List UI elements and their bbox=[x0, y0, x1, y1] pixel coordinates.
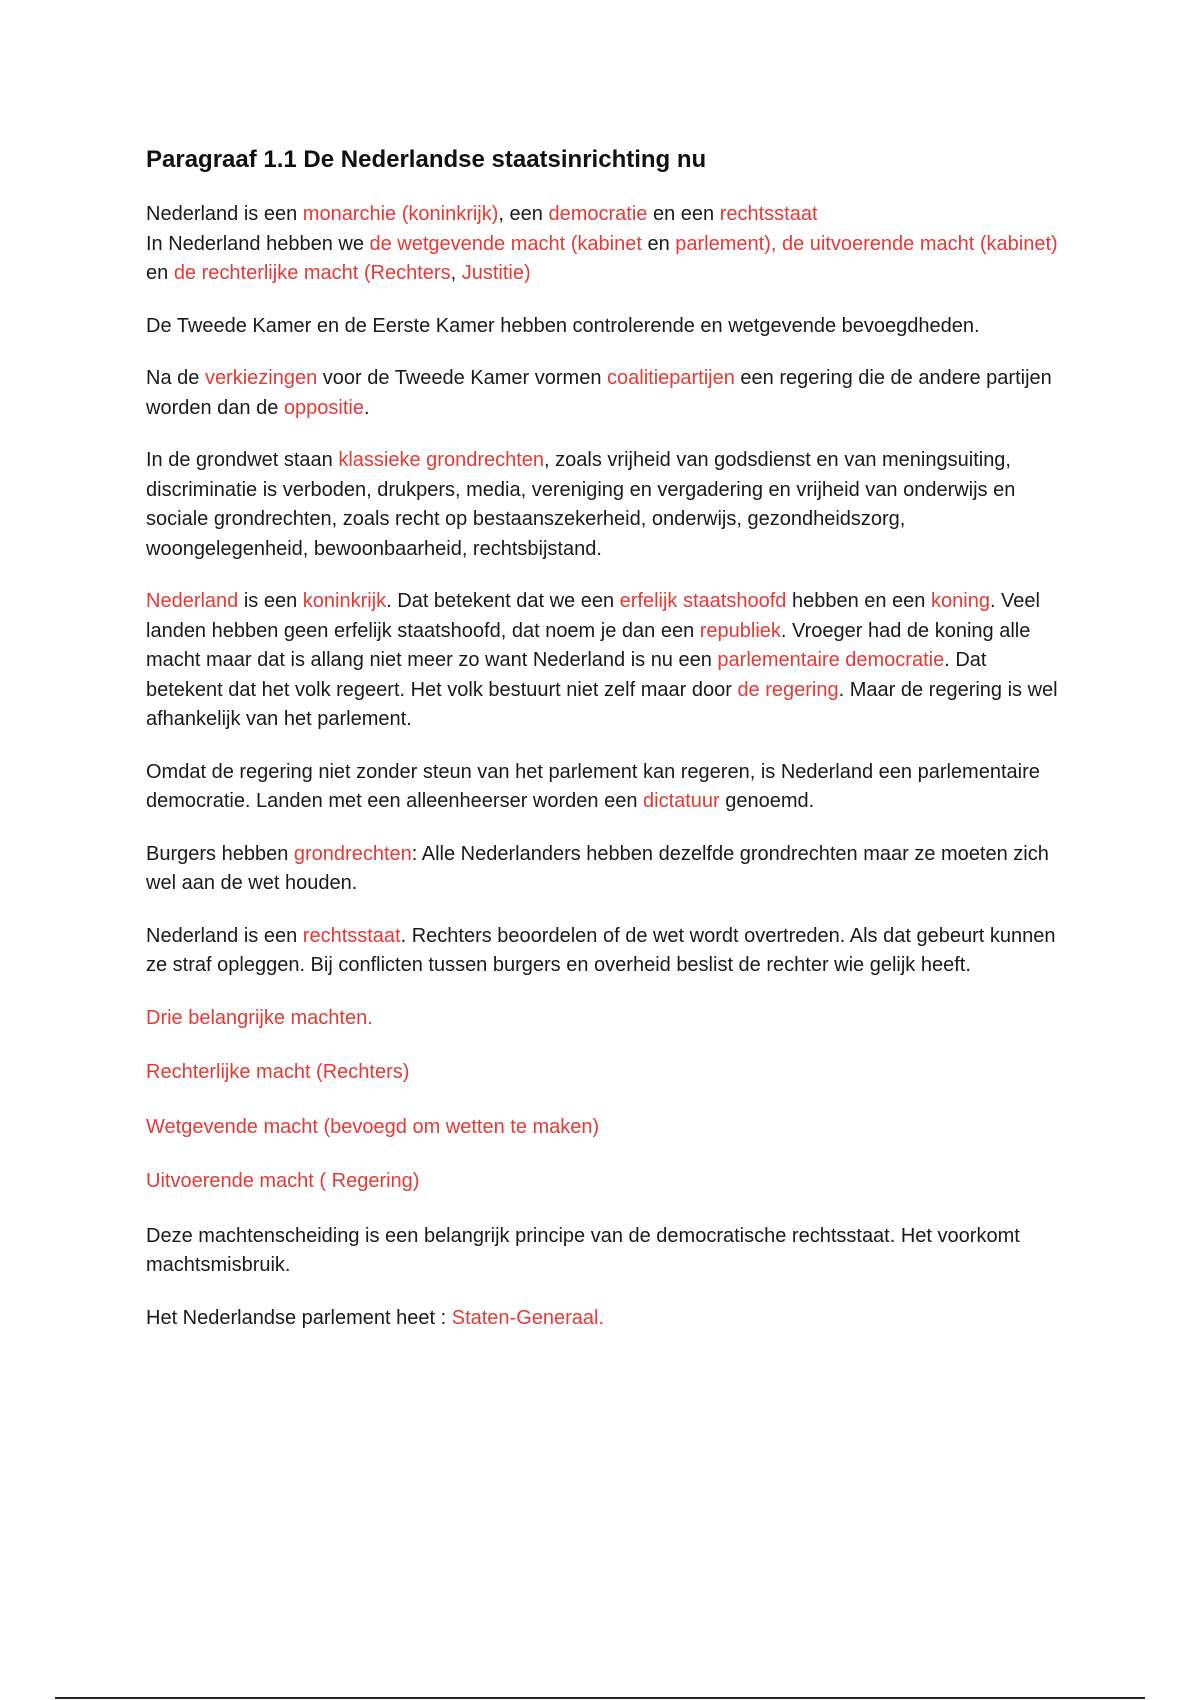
highlighted-term: grondrechten bbox=[293, 842, 412, 865]
text-segment: . Vroeger had de koning alle macht maar dat is allang niet meer zo want Nederland is nu een bbox=[146, 619, 1031, 671]
power-judicial: Rechterlijke macht (Rechters) bbox=[146, 1061, 410, 1083]
highlighted-term: verkiezingen bbox=[204, 367, 318, 389]
paragraph bbox=[146, 446, 1066, 564]
text-segment: . Maar de regering is wel afhankelijk van het parlement. bbox=[146, 678, 1058, 730]
highlighted-term: coalitiepartijen bbox=[607, 367, 735, 389]
text-segment: en bbox=[641, 232, 676, 255]
separation-paragraph: Deze machtenscheiding is een belangrijk principe van de democratische rechtsstaat. Het voorkomt machtsmisbruik. bbox=[146, 1224, 1020, 1276]
highlighted-term: monarchie (koninkrijk) bbox=[302, 203, 499, 225]
paragraph bbox=[146, 364, 1066, 423]
text-segment: is een bbox=[238, 590, 303, 612]
text-segment: , een bbox=[498, 203, 549, 225]
highlighted-term: Justitie) bbox=[461, 262, 531, 284]
highlighted-term: de wetgevende macht (kabinet bbox=[369, 232, 642, 255]
highlighted-term: de rechterlijke macht (Rechters bbox=[173, 262, 451, 284]
highlighted-term: oppositie bbox=[283, 396, 364, 419]
text-segment: Na de bbox=[146, 367, 205, 389]
paragraph bbox=[146, 758, 1066, 817]
text-segment: , bbox=[450, 262, 462, 284]
document-page bbox=[146, 146, 1066, 1356]
text-segment: hebben en een bbox=[786, 590, 931, 612]
text-segment: In de grondwet staan bbox=[146, 449, 339, 471]
text-segment: en bbox=[146, 262, 174, 284]
parliament-label: Het Nederlandse parlement heet : bbox=[146, 1306, 452, 1329]
page-bottom-rule bbox=[55, 1697, 1145, 1699]
parliament-paragraph bbox=[146, 1304, 1066, 1334]
highlighted-term: klassieke grondrechten bbox=[338, 449, 545, 471]
power-executive: Uitvoerende macht ( Regering) bbox=[146, 1170, 420, 1192]
text-segment: In Nederland hebben we bbox=[146, 232, 370, 255]
paragraph bbox=[146, 312, 1066, 342]
highlighted-term: Nederland bbox=[146, 590, 239, 612]
text-segment: . Rechters beoordelen of de wet wordt overtreden. Als dat gebeurt kunnen ze straf opleggen. Bij conflicten tussen burgers en overheid beslist de rechter wie gelijk heeft. bbox=[146, 924, 1056, 976]
highlighted-term: parlementaire democratie bbox=[717, 649, 945, 671]
body-paragraphs bbox=[146, 200, 1066, 981]
text-segment: Nederland is een bbox=[146, 203, 303, 225]
text-segment: Burgers hebben bbox=[146, 842, 294, 865]
highlighted-term: rechtsstaat bbox=[302, 924, 401, 947]
paragraph bbox=[146, 200, 1066, 289]
text-segment: : Alle Nederlanders hebben dezelfde grondrechten maar ze moeten zich wel aan de wet houden. bbox=[146, 842, 1049, 894]
text-segment: . Dat betekent dat we een bbox=[386, 590, 620, 612]
paragraph bbox=[146, 922, 1066, 981]
text-segment: Nederland is een bbox=[146, 924, 303, 947]
highlighted-term: erfelijk staatshoofd bbox=[619, 590, 787, 612]
text-segment: , zoals vrijheid van godsdienst en van meningsuiting, discriminatie is verboden, drukpers, media, vereniging en vergadering en vrijheid van onderwijs en sociale grondrechten, zoals recht op bestaanszekerheid, onderwijs, gezondheidszorg, woongelegenheid, bewoonbaarheid, rechtsbijstand. bbox=[146, 449, 1016, 560]
page-title: Paragraaf 1.1 De Nederlandse staatsinrichting nu bbox=[146, 146, 707, 173]
parliament-name: Staten-Generaal. bbox=[451, 1306, 605, 1329]
highlighted-term: rechtsstaat bbox=[719, 203, 818, 225]
text-segment: voor de Tweede Kamer vormen bbox=[317, 367, 608, 389]
text-segment: en een bbox=[647, 203, 720, 225]
text-segment: . Dat betekent dat het volk regeert. Het volk bestuurt niet zelf maar door bbox=[146, 649, 987, 701]
paragraph bbox=[146, 840, 1066, 899]
text-segment: een regering die de andere partijen worden dan de bbox=[146, 367, 1052, 419]
highlighted-term: democratie bbox=[548, 203, 648, 225]
highlighted-term: dictatuur bbox=[643, 790, 720, 812]
highlighted-term: republiek bbox=[699, 619, 781, 642]
powers-heading: Drie belangrijke machten. bbox=[146, 1006, 373, 1029]
power-legislative: Wetgevende macht (bevoegd om wetten te maken) bbox=[146, 1115, 600, 1138]
highlighted-term: parlement), de uitvoerende macht (kabinet) bbox=[675, 232, 1058, 255]
highlighted-term: koninkrijk bbox=[302, 590, 387, 612]
text-segment: De Tweede Kamer en de Eerste Kamer hebben controlerende en wetgevende bevoegdheden. bbox=[146, 314, 980, 337]
text-segment: genoemd. bbox=[719, 790, 815, 812]
paragraph bbox=[146, 587, 1066, 735]
text-segment: . bbox=[363, 396, 370, 419]
highlighted-term: de regering bbox=[737, 678, 839, 701]
text-segment: . Veel landen hebben geen erfelijk staatshoofd, dat noem je dan een bbox=[146, 590, 1040, 642]
highlighted-term: koning bbox=[931, 590, 990, 612]
text-segment: Omdat de regering niet zonder steun van het parlement kan regeren, is Nederland een parlementaire democratie. Landen met een alleenheerser worden een bbox=[146, 760, 1040, 812]
